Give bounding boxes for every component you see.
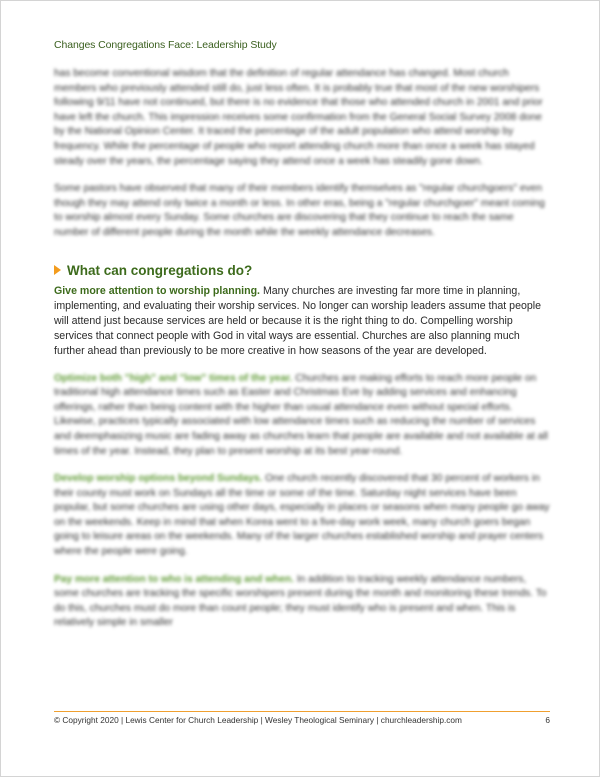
- intro-paragraph-2: Some pastors have observed that many of their members identify themselves as "regular churchgoers" even though they may attend only twice a month or less. In other eras, being a "regular churchgoer" meant coming to worship almost every Sunday. Some churches are discovering that they continue to reach the same number of different people during the month while the weekly attendance decreases.: [54, 183, 545, 238]
- page-number: 6: [545, 715, 550, 725]
- footer-divider: [54, 711, 550, 712]
- running-header: Changes Congregations Face: Leadership Study: [54, 39, 277, 51]
- item-text: In addition to tracking weekly attendance numbers, some churches are tracking the specific worshipers present during the month and monitoring these trends. To do this, churches must do more than count people; they must identify who is present and when. This is relatively simple in smaller: [54, 573, 547, 629]
- item-text: Many churches are investing far more time in planning, implementing, and evaluating their worship services. No longer can worship leaders assume that people will attend just because services are held or because it is the right thing to do. Compelling worship services that connect people with God in vital ways are essential. Churches are also planning much further ahead than previously to be more creative in how seasons of the year are developed.: [54, 284, 541, 357]
- triangle-bullet-icon: [54, 265, 61, 275]
- section-heading: [54, 263, 550, 278]
- intro-paragraph-1: has become conventional wisdom that the definition of regular attendance has changed. Most church members who previously attended still do, just less often. It is probably true that most of the new worshipers following 9/11 have not continued, but there is no evidence that those who attended church in 2001 and prior have left the church. This impression receives some confirmation from the General Social Survey 2008 done by the National Opinion Center. It traced the percentage of the adult population who attend worship by frequency. While the percentage of people who report attending church more than once a week has stayed steady over the years, the percentage saying they attend once a week has steadily gone down.: [54, 68, 543, 167]
- item-worship-planning: [54, 284, 550, 359]
- item-high-low-times: [54, 372, 550, 460]
- footer-copyright: © Copyright 2020 | Lewis Center for Church Leadership | Wesley Theological Seminary | churchleadership.com: [54, 715, 462, 725]
- item-who-attending: [54, 573, 550, 631]
- item-lead: Optimize both "high" and "low" times of the year.: [54, 372, 293, 384]
- footer: [54, 715, 550, 725]
- item-lead: Develop worship options beyond Sundays.: [54, 473, 263, 485]
- section-heading-text: What can congregations do?: [67, 262, 253, 278]
- item-lead: Pay more attention to who is attending and when.: [54, 573, 294, 585]
- body-content: [54, 67, 550, 644]
- item-text: One church recently discovered that 30 percent of workers in their county must work on Sundays all the time or some of the time. Saturday night services have been popular, but some churches are using other days, especially in places or seasons when many people go away on the weekends. Keep in mind that when Korea went to a five-day work week, many church goers began going to leisure areas on the weekends. Many of the larger churches established worship and prayer centers where the people were going.: [54, 473, 550, 558]
- item-lead: Give more attention to worship planning.: [54, 284, 260, 297]
- item-text: Churches are making efforts to reach more people on traditional high attendance times such as Easter and Christmas Eve by adding services and enhancing offerings, rather than being content with the higher than usual attendance even without special efforts. Likewise, practices typically associated with low attendance times such as reducing the number of services and deemphasizing music are fading away as churches learn that people are available and not available at all times of the year. Instead, they plan to present worship at its best year-round.: [54, 372, 548, 457]
- item-beyond-sundays: [54, 472, 550, 560]
